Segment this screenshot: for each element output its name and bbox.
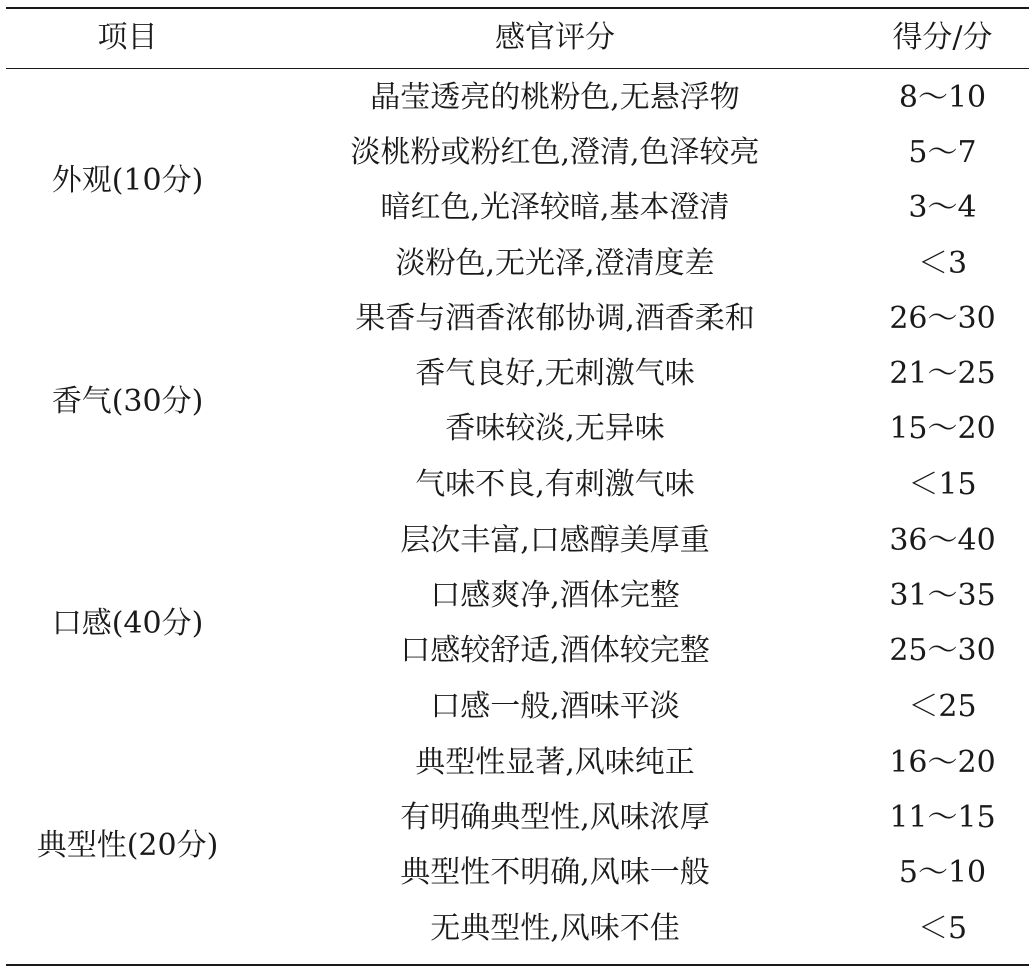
criteria-cell: 口感一般,酒味平淡 <box>430 688 680 724</box>
criteria-cell: 香味较淡,无异味 <box>445 411 665 447</box>
table-top-rule <box>6 7 1029 9</box>
score-cell: 11～15 <box>889 800 996 836</box>
score-cell: 5～7 <box>908 135 977 171</box>
score-cell: ＜3 <box>917 245 968 281</box>
score-cell: ＜25 <box>908 688 977 724</box>
score-cell: 8～10 <box>898 80 987 115</box>
criteria-cell: 典型性不明确,风味一般 <box>400 855 710 891</box>
criteria-cell: 层次丰富,口感醇美厚重 <box>400 523 710 558</box>
score-cell: 31～35 <box>889 578 996 614</box>
criteria-cell: 无典型性,风味不佳 <box>430 910 680 946</box>
criteria-cell: 有明确典型性,风味浓厚 <box>400 800 710 836</box>
category-label: 口感(40分) <box>51 605 204 641</box>
criteria-cell: 晶莹透亮的桃粉色,无悬浮物 <box>370 80 740 115</box>
criteria-cell: 典型性显著,风味纯正 <box>415 745 695 780</box>
category-label: 外观(10分) <box>51 162 204 198</box>
score-cell: 15～20 <box>889 411 996 447</box>
criteria-cell: 暗红色,光泽较暗,基本澄清 <box>380 190 730 226</box>
table-header-rule <box>6 68 1029 69</box>
header-score: 得分/分 <box>892 20 993 55</box>
score-cell: 36～40 <box>889 523 996 558</box>
table-bottom-rule <box>6 964 1029 966</box>
score-cell: 25～30 <box>889 633 996 669</box>
criteria-cell: 口感爽净,酒体完整 <box>430 578 680 614</box>
criteria-cell: 果香与酒香浓郁协调,酒香柔和 <box>355 301 755 336</box>
score-cell: 26～30 <box>889 301 996 336</box>
category-label: 典型性(20分) <box>36 827 219 863</box>
header-criteria: 感官评分 <box>495 20 615 55</box>
criteria-cell: 口感较舒适,酒体较完整 <box>400 633 710 669</box>
score-cell: 5～10 <box>898 855 987 891</box>
score-cell: ＜5 <box>917 910 968 946</box>
criteria-cell: 淡粉色,无光泽,澄清度差 <box>395 245 715 281</box>
criteria-cell: 气味不良,有刺激气味 <box>415 466 695 502</box>
score-cell: 16～20 <box>889 745 996 780</box>
criteria-cell: 香气良好,无刺激气味 <box>415 356 695 392</box>
score-cell: ＜15 <box>908 466 977 502</box>
score-cell: 3～4 <box>908 190 977 226</box>
score-cell: 21～25 <box>889 356 996 392</box>
header-item: 项目 <box>97 20 158 55</box>
category-label: 香气(30分) <box>51 383 204 419</box>
criteria-cell: 淡桃粉或粉红色,澄清,色泽较亮 <box>350 135 760 171</box>
